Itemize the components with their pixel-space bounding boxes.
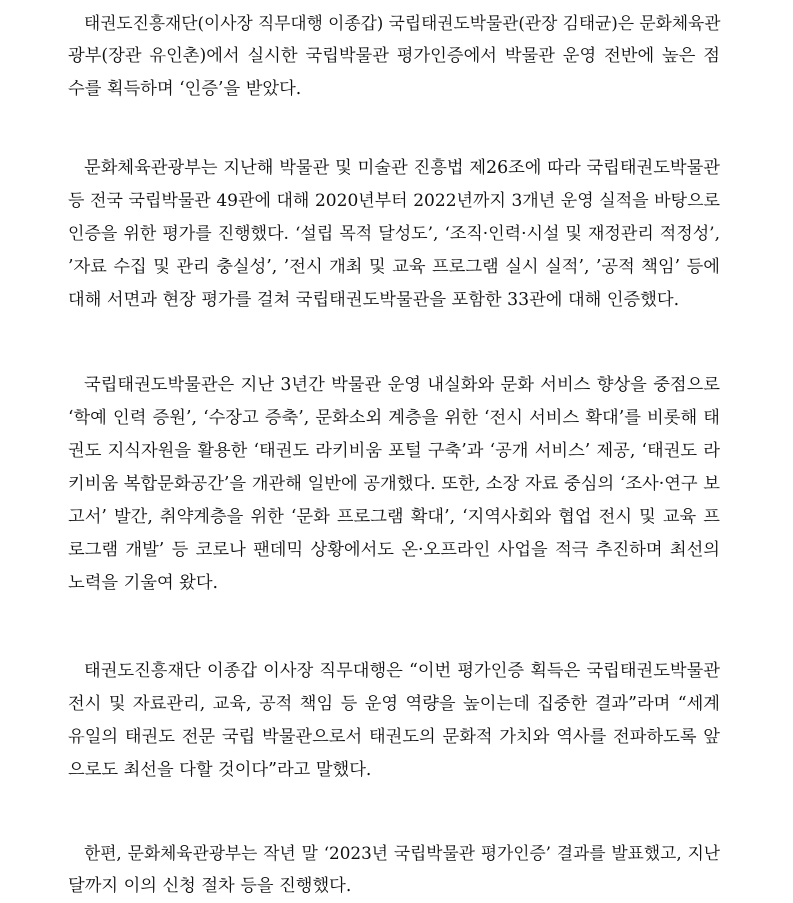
paragraph-results-note (68, 837, 720, 903)
text-line: 달까지 이의 신청 절차 등을 진행했다. (68, 876, 352, 896)
text-line: 으로도 최선을 다할 것이다”라고 말했다. (68, 760, 372, 780)
text-line: 인증을 위한 평가를 진행했다. ‘설립 목적 달성도’, ‘조직·인력·시설 및 재정관리 적정성’, (68, 224, 720, 244)
text-line: 국립태권도박물관은 지난 3년간 박물관 운영 내실화와 문화 서비스 향상을 중점으로 (84, 375, 720, 395)
text-line: 수를 획득하며 ‘인증’을 받았다. (68, 79, 302, 99)
paragraph-evaluation-process (68, 152, 720, 317)
text-line: 로그램 개발’ 등 코로나 팬데믹 상황에서도 온·오프라인 사업을 적극 추진하며 최선의 (68, 540, 720, 560)
text-line: 태권도진흥재단 이종갑 이사장 직무대행은 “이번 평가인증 획득은 국립태권도박물관 (84, 661, 720, 681)
text-line: 대해 서면과 현장 평가를 걸쳐 국립태권도박물관을 포함한 33관에 대해 인증했다. (68, 290, 680, 310)
paragraph-certification-announcement (68, 7, 720, 106)
text-line: 전시 및 자료관리, 교육, 공적 책임 등 운영 역량을 높이는데 집중한 결과”라며 “세계 (68, 694, 720, 714)
paragraph-director-quote (68, 655, 720, 787)
text-line: 태권도진흥재단(이사장 직무대행 이종갑) 국립태권도박물관(관장 김태균)은 문화체육관 (84, 13, 721, 33)
text-line: 권도 지식자원을 활용한 ‘태권도 라키비움 포털 구축’과 ‘공개 서비스’ 제공, ‘태권도 라 (68, 441, 720, 461)
text-line: 노력을 기울여 왔다. (68, 573, 219, 593)
text-line: 키비움 복합문화공간’을 개관해 일반에 공개했다. 또한, 소장 자료 중심의 ‘조사·연구 보 (68, 474, 720, 494)
text-line: 고서’ 발간, 취약계층을 위한 ‘문화 프로그램 확대’, ‘지역사회와 협업 전시 및 교육 프 (68, 507, 720, 527)
text-line: ’자료 수집 및 관리 충실성’, ’전시 개최 및 교육 프로그램 실시 실적’, ’공적 책임’ 등에 (68, 257, 720, 277)
text-line: 등 전국 국립박물관 49관에 대해 2020년부터 2022년까지 3개년 운영 실적을 바탕으로 (68, 191, 720, 211)
paragraph-museum-achievements (68, 369, 720, 600)
text-line: ‘학예 인력 증원’, ‘수장고 증축’, 문화소외 계층을 위한 ‘전시 서비스 확대’를 비롯해 태 (68, 408, 720, 428)
text-line: 한편, 문화체육관광부는 작년 말 ‘2023년 국립박물관 평가인증’ 결과를 발표했고, 지난 (84, 843, 720, 863)
text-line: 광부(장관 유인촌)에서 실시한 국립박물관 평가인증에서 박물관 운영 전반에 높은 점 (68, 46, 720, 66)
text-line: 문화체육관광부는 지난해 박물관 및 미술관 진흥법 제26조에 따라 국립태권도박물관 (84, 158, 720, 178)
text-line: 유일의 태권도 전문 국립 박물관으로서 태권도의 문화적 가치와 역사를 전파하도록 앞 (68, 727, 720, 747)
